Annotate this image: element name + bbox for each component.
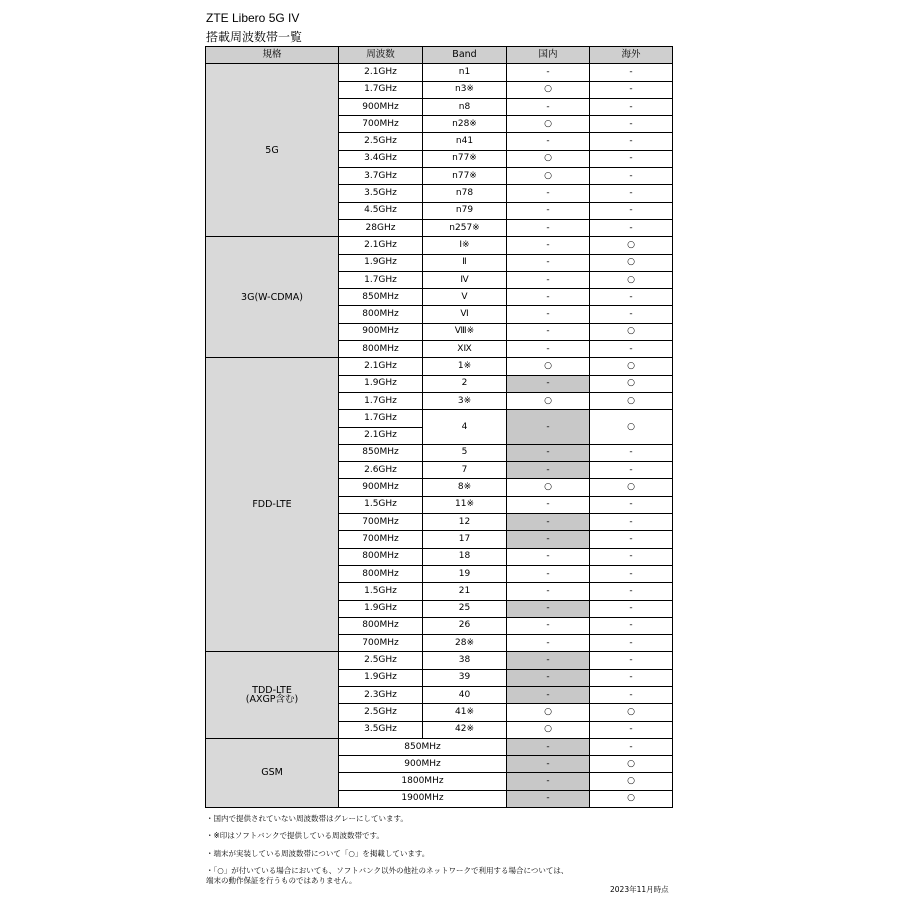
- frequency-cell: 1900MHz: [339, 790, 507, 807]
- band-cell: 1※: [423, 358, 507, 375]
- band-cell: 3※: [423, 392, 507, 409]
- note: ・端末が実装している周波数帯について「○」を掲載しています。: [206, 848, 430, 858]
- band-cell: 4: [423, 410, 507, 445]
- band-cell: n257※: [423, 219, 507, 236]
- band-cell: 21: [423, 583, 507, 600]
- frequency-cell: 1.7GHz: [339, 392, 423, 409]
- frequency-cell: 700MHz: [339, 531, 423, 548]
- domestic-cell: -: [507, 306, 590, 323]
- domestic-cell: -: [507, 565, 590, 582]
- overseas-cell: ○: [590, 410, 673, 445]
- domestic-cell: -: [507, 237, 590, 254]
- overseas-cell: -: [590, 496, 673, 513]
- band-cell: Ⅷ※: [423, 323, 507, 340]
- standard-label: TDD-LTE: [252, 684, 292, 696]
- standard-label: 5G: [265, 144, 279, 156]
- frequency-cell: 3.5GHz: [339, 721, 423, 738]
- standard-label: FDD-LTE: [252, 499, 292, 511]
- frequency-cell: 2.1GHz: [339, 237, 423, 254]
- overseas-cell: ○: [590, 773, 673, 790]
- domestic-cell: -: [507, 444, 590, 461]
- overseas-cell: -: [590, 531, 673, 548]
- domestic-cell: -: [507, 410, 590, 445]
- standard-cell: [206, 652, 339, 738]
- overseas-cell: -: [590, 341, 673, 358]
- domestic-cell: -: [507, 790, 590, 807]
- band-cell: 28※: [423, 635, 507, 652]
- band-cell: n3※: [423, 81, 507, 98]
- header-frequency: 周波数: [339, 47, 423, 64]
- band-cell: Ⅴ: [423, 289, 507, 306]
- frequency-cell: 1.5GHz: [339, 583, 423, 600]
- band-cell: n77※: [423, 150, 507, 167]
- band-cell: 39: [423, 669, 507, 686]
- frequency-cell: 700MHz: [339, 116, 423, 133]
- note: 端末の動作保証を行うものではありません。: [206, 875, 357, 885]
- overseas-cell: -: [590, 150, 673, 167]
- overseas-cell: -: [590, 548, 673, 565]
- band-cell: Ⅳ: [423, 271, 507, 288]
- band-cell: 2: [423, 375, 507, 392]
- frequency-cell: 1.7GHz: [339, 81, 423, 98]
- note: ・「○」が付いている場合においても、ソフトバンク以外の他社のネットワークで利用する場合については、: [206, 866, 569, 876]
- domestic-cell: -: [507, 669, 590, 686]
- overseas-cell: ○: [590, 392, 673, 409]
- band-cell: 8※: [423, 479, 507, 496]
- overseas-cell: -: [590, 64, 673, 81]
- domestic-cell: -: [507, 583, 590, 600]
- frequency-cell: 800MHz: [339, 548, 423, 565]
- overseas-cell: -: [590, 289, 673, 306]
- overseas-cell: -: [590, 219, 673, 236]
- notes: [206, 814, 568, 893]
- band-cell: 7: [423, 462, 507, 479]
- frequency-cell: 3.7GHz: [339, 168, 423, 185]
- overseas-cell: ○: [590, 790, 673, 807]
- band-cell: Ⅰ※: [423, 237, 507, 254]
- domestic-cell: ○: [507, 479, 590, 496]
- standard-cell: [206, 738, 339, 807]
- frequency-cell: 800MHz: [339, 565, 423, 582]
- overseas-cell: ○: [590, 358, 673, 375]
- frequency-cell: 1.7GHz: [339, 271, 423, 288]
- table-row: [206, 64, 673, 81]
- frequency-table: [205, 46, 673, 808]
- frequency-cell: 1.9GHz: [339, 669, 423, 686]
- band-cell: 38: [423, 652, 507, 669]
- overseas-cell: -: [590, 669, 673, 686]
- table-row: [206, 358, 673, 375]
- header-band: Band: [423, 47, 507, 64]
- overseas-cell: -: [590, 444, 673, 461]
- date-stamp: 2023年11月時点: [610, 885, 669, 894]
- domestic-cell: -: [507, 202, 590, 219]
- overseas-cell: ○: [590, 756, 673, 773]
- domestic-cell: ○: [507, 721, 590, 738]
- frequency-cell: 800MHz: [339, 306, 423, 323]
- band-cell: 5: [423, 444, 507, 461]
- domestic-cell: -: [507, 548, 590, 565]
- domestic-cell: -: [507, 185, 590, 202]
- band-cell: 41※: [423, 704, 507, 721]
- table-row: [206, 652, 673, 669]
- domestic-cell: -: [507, 462, 590, 479]
- domestic-cell: -: [507, 600, 590, 617]
- domestic-cell: -: [507, 64, 590, 81]
- band-cell: n79: [423, 202, 507, 219]
- frequency-cell: 1.9GHz: [339, 375, 423, 392]
- frequency-cell: 850MHz: [339, 444, 423, 461]
- frequency-cell: 850MHz: [339, 289, 423, 306]
- frequency-cell: 900MHz: [339, 756, 507, 773]
- overseas-cell: -: [590, 600, 673, 617]
- overseas-cell: -: [590, 617, 673, 634]
- frequency-cell: 2.1GHz: [339, 64, 423, 81]
- frequency-cell: 1.7GHz: [339, 410, 423, 427]
- overseas-cell: -: [590, 81, 673, 98]
- overseas-cell: -: [590, 116, 673, 133]
- header-overseas: 海外: [590, 47, 673, 64]
- overseas-cell: -: [590, 583, 673, 600]
- band-cell: ⅩⅨ: [423, 341, 507, 358]
- frequency-cell: 3.4GHz: [339, 150, 423, 167]
- band-cell: 18: [423, 548, 507, 565]
- header-row: [206, 47, 673, 64]
- frequency-cell: 4.5GHz: [339, 202, 423, 219]
- band-cell: 26: [423, 617, 507, 634]
- overseas-cell: -: [590, 686, 673, 703]
- note: ・※印はソフトバンクで提供している周波数帯です。: [206, 831, 384, 841]
- band-cell: n1: [423, 64, 507, 81]
- band-cell: 40: [423, 686, 507, 703]
- band-cell: n28※: [423, 116, 507, 133]
- overseas-cell: -: [590, 635, 673, 652]
- overseas-cell: -: [590, 168, 673, 185]
- domestic-cell: -: [507, 289, 590, 306]
- standard-label: 3G(W-CDMA): [241, 291, 303, 303]
- domestic-cell: ○: [507, 392, 590, 409]
- frequency-cell: 2.1GHz: [339, 358, 423, 375]
- domestic-cell: -: [507, 271, 590, 288]
- frequency-cell: 28GHz: [339, 219, 423, 236]
- header-domestic: 国内: [507, 47, 590, 64]
- domestic-cell: ○: [507, 81, 590, 98]
- frequency-cell: 800MHz: [339, 617, 423, 634]
- frequency-cell: 2.1GHz: [339, 427, 423, 444]
- overseas-cell: -: [590, 98, 673, 115]
- frequency-cell: 2.5GHz: [339, 652, 423, 669]
- band-cell: n78: [423, 185, 507, 202]
- frequency-cell: 1.9GHz: [339, 254, 423, 271]
- domestic-cell: -: [507, 98, 590, 115]
- domestic-cell: ○: [507, 116, 590, 133]
- domestic-cell: -: [507, 652, 590, 669]
- band-cell: 17: [423, 531, 507, 548]
- overseas-cell: -: [590, 514, 673, 531]
- frequency-cell: 3.5GHz: [339, 185, 423, 202]
- domestic-cell: -: [507, 531, 590, 548]
- frequency-cell: 1.9GHz: [339, 600, 423, 617]
- table-row: [206, 738, 673, 755]
- overseas-cell: ○: [590, 254, 673, 271]
- overseas-cell: -: [590, 306, 673, 323]
- table-row: [206, 237, 673, 254]
- standard-cell: [206, 358, 339, 652]
- overseas-cell: -: [590, 462, 673, 479]
- document-title: ZTE Libero 5G IV: [206, 11, 300, 25]
- overseas-cell: -: [590, 721, 673, 738]
- domestic-cell: ○: [507, 168, 590, 185]
- standard-sublabel: (AXGP含む): [245, 694, 299, 706]
- domestic-cell: -: [507, 756, 590, 773]
- band-cell: 12: [423, 514, 507, 531]
- frequency-cell: 900MHz: [339, 479, 423, 496]
- band-cell: 25: [423, 600, 507, 617]
- overseas-cell: -: [590, 202, 673, 219]
- frequency-cell: 900MHz: [339, 323, 423, 340]
- frequency-cell: 2.6GHz: [339, 462, 423, 479]
- domestic-cell: -: [507, 323, 590, 340]
- frequency-cell: 800MHz: [339, 341, 423, 358]
- standard-cell: [206, 237, 339, 358]
- band-cell: n8: [423, 98, 507, 115]
- overseas-cell: ○: [590, 704, 673, 721]
- domestic-cell: -: [507, 496, 590, 513]
- domestic-cell: -: [507, 738, 590, 755]
- domestic-cell: -: [507, 375, 590, 392]
- overseas-cell: -: [590, 133, 673, 150]
- frequency-cell: 2.5GHz: [339, 704, 423, 721]
- band-cell: 19: [423, 565, 507, 582]
- frequency-cell: 2.3GHz: [339, 686, 423, 703]
- standard-cell: [206, 64, 339, 237]
- domestic-cell: -: [507, 773, 590, 790]
- header-standard: 規格: [206, 47, 339, 64]
- frequency-cell: 2.5GHz: [339, 133, 423, 150]
- overseas-cell: -: [590, 565, 673, 582]
- overseas-cell: -: [590, 652, 673, 669]
- band-cell: 42※: [423, 721, 507, 738]
- standard-label: GSM: [261, 767, 283, 779]
- overseas-cell: -: [590, 738, 673, 755]
- overseas-cell: -: [590, 185, 673, 202]
- document-subtitle: 搭載周波数帯一覧: [206, 30, 303, 44]
- overseas-cell: ○: [590, 479, 673, 496]
- frequency-cell: 900MHz: [339, 98, 423, 115]
- domestic-cell: ○: [507, 150, 590, 167]
- domestic-cell: -: [507, 341, 590, 358]
- domestic-cell: -: [507, 514, 590, 531]
- domestic-cell: -: [507, 635, 590, 652]
- frequency-cell: 1.5GHz: [339, 496, 423, 513]
- band-cell: Ⅵ: [423, 306, 507, 323]
- band-cell: n41: [423, 133, 507, 150]
- domestic-cell: -: [507, 254, 590, 271]
- band-cell: Ⅱ: [423, 254, 507, 271]
- domestic-cell: -: [507, 686, 590, 703]
- domestic-cell: -: [507, 617, 590, 634]
- frequency-cell: 1800MHz: [339, 773, 507, 790]
- frequency-cell: 700MHz: [339, 635, 423, 652]
- domestic-cell: -: [507, 133, 590, 150]
- domestic-cell: -: [507, 219, 590, 236]
- domestic-cell: ○: [507, 704, 590, 721]
- band-cell: 11※: [423, 496, 507, 513]
- overseas-cell: ○: [590, 237, 673, 254]
- frequency-cell: 700MHz: [339, 514, 423, 531]
- overseas-cell: ○: [590, 375, 673, 392]
- overseas-cell: ○: [590, 323, 673, 340]
- overseas-cell: ○: [590, 271, 673, 288]
- frequency-cell: 850MHz: [339, 738, 507, 755]
- note: ・国内で提供されていない周波数帯はグレーにしています。: [206, 814, 408, 823]
- domestic-cell: ○: [507, 358, 590, 375]
- band-cell: n77※: [423, 168, 507, 185]
